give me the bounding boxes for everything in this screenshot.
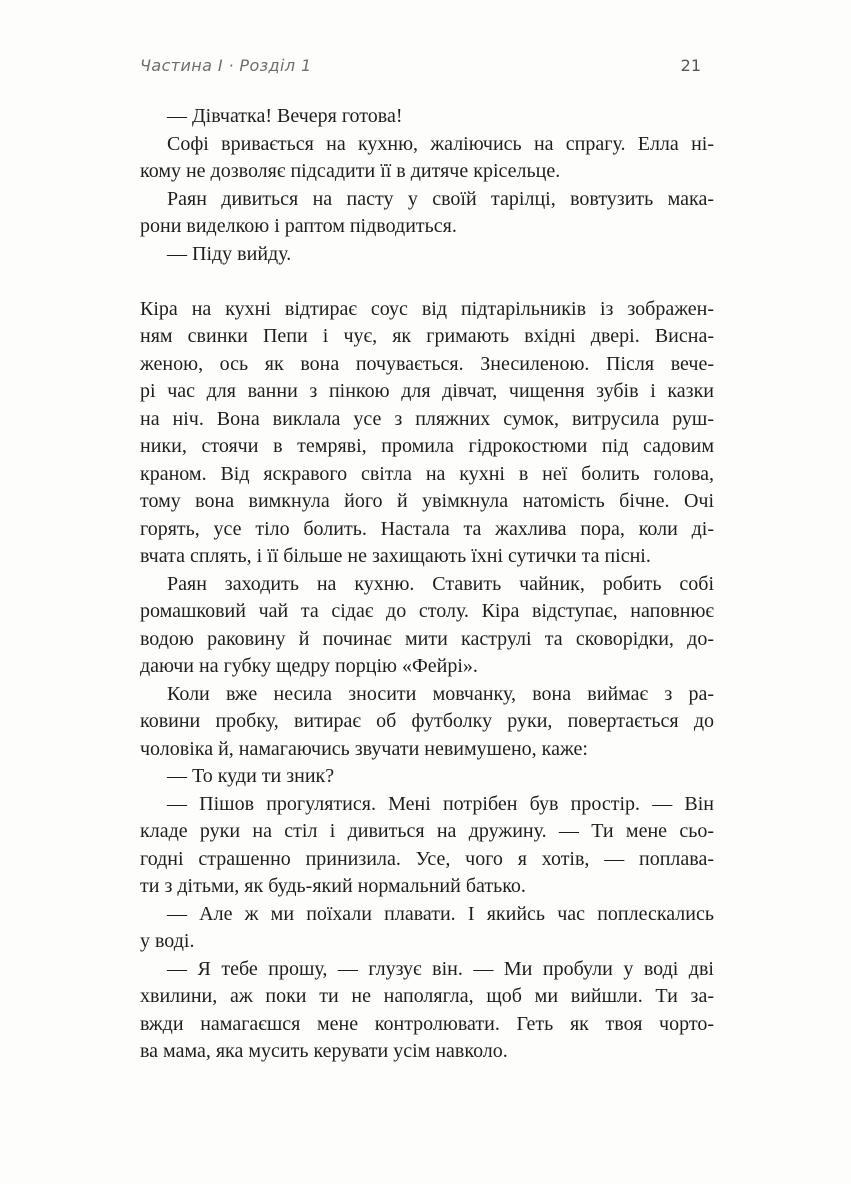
text-line: Коли вже несила зносити мовчанку, вона виймає з ра-	[167, 682, 714, 705]
text-line: вжди намагаєшся мене контролювати. Геть як твоя чорто-	[140, 1012, 714, 1035]
body-text	[140, 103, 714, 1066]
text-line: даючи на губку щедру порцію «Фейрі».	[140, 655, 478, 677]
text-line: кладе руки на стіл і дивиться на дружину. — Ти мене сьо-	[140, 820, 714, 842]
text-line: ти з дітьми, як будь-який нормальний батько.	[140, 875, 526, 897]
text-line: — Дівчатка! Вечеря готова!	[167, 105, 403, 127]
paragraph	[140, 241, 714, 269]
text-line: рони виделкою і раптом підводиться.	[140, 215, 457, 237]
paragraph	[140, 791, 714, 901]
text-line: Софі вривається на кухню, жаліючись на спрагу. Елла ні-	[167, 132, 714, 155]
text-line: тому вона вимкнула його й увімкнула натомість бічне. Очі	[140, 490, 714, 512]
text-line: — Але ж ми поїхали плавати. І якийсь час поплескались	[167, 902, 714, 925]
text-line: ковини пробку, витирає об футболку руки, повертається до	[140, 710, 714, 732]
paragraph	[140, 681, 714, 764]
text-line: ням свинки Пепи і чує, як гримають вхідні двері. Висна-	[140, 325, 714, 347]
running-header	[140, 56, 714, 75]
paragraph	[140, 901, 714, 956]
chapter-label: Частина I · Розділ 1	[140, 56, 312, 75]
text-line: вчата сплять, і її більше не захищають їхні сутички та пісні.	[140, 545, 651, 567]
paragraph	[140, 763, 714, 791]
paragraph	[140, 103, 714, 131]
paragraph	[140, 296, 714, 571]
text-line: краном. Від яскравого світла на кухні в неї болить голова,	[140, 462, 714, 485]
text-line: рі час для ванни з пінкою для дівчат, чищення зубів і казки	[140, 380, 714, 402]
text-line: водою раковину й починає мити каструлі та сковорідки, до-	[140, 627, 714, 650]
text-line: — Пішов прогулятися. Мені потрібен був простір. — Він	[167, 792, 714, 815]
text-line: — То куди ти зник?	[167, 765, 335, 787]
text-line: горять, усе тіло болить. Настала та жахлива пора, коли ді-	[140, 517, 714, 540]
text-line: у воді.	[140, 930, 195, 952]
text-line: Раян дивиться на пасту у своїй тарілці, вовтузить мака-	[167, 187, 714, 210]
text-line: кому не дозволяє підсадити її в дитяче крісельце.	[140, 160, 561, 182]
paragraph	[140, 186, 714, 241]
text-line: ва мама, яка мусить керувати усім навколо.	[140, 1040, 508, 1062]
text-line: Кіра на кухні відтирає соус від підтарільників із зображен-	[140, 297, 714, 320]
text-line: ромашковий чай та сідає до столу. Кіра відступає, наповнює	[140, 600, 714, 622]
text-line: — Я тебе прошу, — глузує він. — Ми пробули у воді дві	[167, 957, 714, 980]
text-line: годні страшенно принизила. Усе, чого я хотів, — поплава-	[140, 847, 714, 870]
paragraph	[140, 131, 714, 186]
paragraph	[140, 571, 714, 681]
text-line: хвилини, аж поки ти не наполягла, щоб ми вийшли. Ти за-	[140, 985, 714, 1007]
text-line: Раян заходить на кухню. Ставить чайник, робить собі	[167, 572, 714, 595]
text-line: женою, ось як вона почувається. Знесиленою. Після вече-	[140, 352, 714, 375]
paragraph	[140, 956, 714, 1066]
text-line: чоловіка й, намагаючись звучати невимушено, каже:	[140, 737, 588, 760]
page-number: 21	[680, 56, 701, 75]
text-line: — Піду вийду.	[167, 242, 292, 265]
text-line: на ніч. Вона виклала усе з пляжних сумок, витрусила руш-	[140, 407, 714, 430]
text-line: ники, стоячи в темряві, промила гідрокостюми під садовим	[140, 435, 714, 457]
